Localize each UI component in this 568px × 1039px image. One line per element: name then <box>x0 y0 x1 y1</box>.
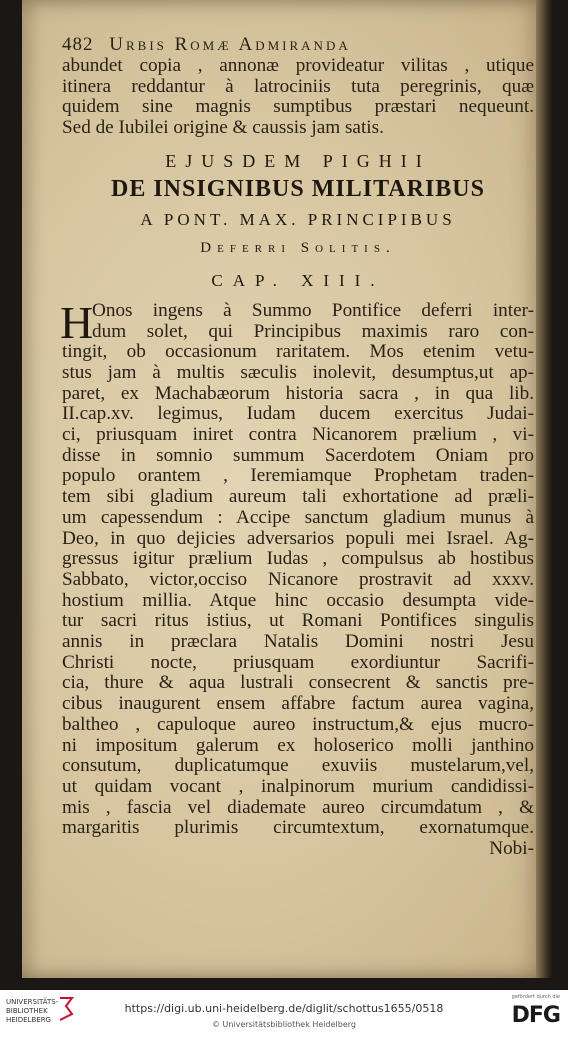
text-line: quidem sine magnis sumptibus præstari nequeunt. <box>62 96 534 118</box>
text-line: gressus igitur prælium Iudas , compulsus ab hostibus <box>62 548 534 570</box>
body-lines <box>62 342 534 839</box>
running-title: Urbis Romæ Admiranda <box>109 34 351 55</box>
funding-label: gefördert durch die <box>511 994 560 1000</box>
text-line: tingit, ob occasionum raritatem. Mos etenim vetu- <box>62 341 534 363</box>
text-line: disse in somnio summum Sacerdotem Oniam pro <box>62 444 534 466</box>
text-line: populo orantem , Ieremiamque Prophetam traden- <box>62 465 534 487</box>
text-line: tur sacri ritus istius, ut Romani Pontifices singulis <box>62 610 534 632</box>
dfg-logo: DFG <box>511 1003 560 1028</box>
text-line: II.cap.xv. legimus, Iudam ducem exercitus Judai- <box>62 403 534 425</box>
text-line: cibus inaugurent ensem affabre factum aurea vagina, <box>62 693 534 715</box>
text-line: Sabbato, victor,occiso Nicanore prostravit ad xxxv. <box>62 568 534 590</box>
text-line: hostium millia. Atque hinc occasio desumpta vide- <box>62 589 534 611</box>
page-text <box>62 34 534 860</box>
section-heading-subtitle-2: Deferri Solitis. <box>200 239 396 256</box>
catchword: Nobi- <box>489 838 534 860</box>
text-line: abundet copia , annonæ provideatur vilitas , utique <box>62 55 534 76</box>
text-line: itinera reddantur à latrociniis tuta peregrinis, quæ <box>62 75 534 97</box>
text-line: paret, ex Machabæorum historia sacra , in qua lib. <box>62 382 534 404</box>
text-line: ci, priusquam iniret contra Nicanorem prælium , vi- <box>62 424 534 446</box>
chapter-number: CAP. XIII. <box>211 270 385 290</box>
page-number: 482 <box>62 34 94 55</box>
library-logo-text: UNIVERSITÄTS- BIBLIOTHEK HEIDELBERG <box>6 998 59 1024</box>
text-line: mis , fascia vel diademate aureo circumdatum , & <box>62 796 534 818</box>
book-page <box>22 0 552 978</box>
text-line: Deo, in quo dejicies adversarios populi mei Israel. Ag- <box>62 527 534 549</box>
text-line: um capessendum : Accipe sanctum gladium munus à <box>62 506 534 528</box>
text-line: ni impositum galerum ex holoserico molli janthino <box>62 734 534 756</box>
text-line: Onos ingens à Summo Pontifice deferri inter- <box>92 299 534 321</box>
text-line: baltheo , capuloque aureo instructum,& ejus mucro- <box>62 713 534 735</box>
running-head <box>62 34 534 56</box>
text-line: Christi nocte, priusquam exordiuntur Sacrifi- <box>62 651 534 673</box>
source-url-link[interactable]: https://digi.ub.uni-heidelberg.de/diglit/schottus1655/0518 <box>124 1002 444 1015</box>
text-line: stus jam à multis sæculis inolevit, desumptus,ut ap- <box>62 361 534 383</box>
text-line: margaritis plurimis circumtextum, exornatumque. <box>62 817 534 839</box>
text-line: ut quidam vocant , inalpinorum murium candidissi- <box>62 775 534 797</box>
section-heading-title: DE INSIGNIBUS MILITARIBUS <box>111 175 485 202</box>
viewer-footer <box>0 990 568 1039</box>
intro-paragraph <box>62 56 534 139</box>
body-paragraph <box>60 296 534 860</box>
page-gutter <box>536 0 552 978</box>
text-line: dum solet, qui Principibus maximis raro con- <box>92 320 534 342</box>
section-heading-author: EJUSDEM PIGHII <box>165 150 431 171</box>
text-line: annis in præclara Natalis Domini nostri Jesu <box>62 631 534 653</box>
drop-cap: H <box>60 296 94 348</box>
section-heading-subtitle: A PONT. MAX. PRINCIPIBUS <box>140 209 456 229</box>
text-line: cia, thure & aqua lustrali consecrent & sanctis pre- <box>62 672 534 694</box>
text-line: Sed de Iubilei origine & caussis jam satis. <box>62 117 384 139</box>
text-line: consutum, duplicatumque exuviis mustelarum,vel, <box>62 755 534 777</box>
text-line: tem sibi gladium aureum tali exhortatione ad præli- <box>62 486 534 508</box>
copyright-text: © Universitätsbibliothek Heidelberg <box>211 1020 356 1029</box>
